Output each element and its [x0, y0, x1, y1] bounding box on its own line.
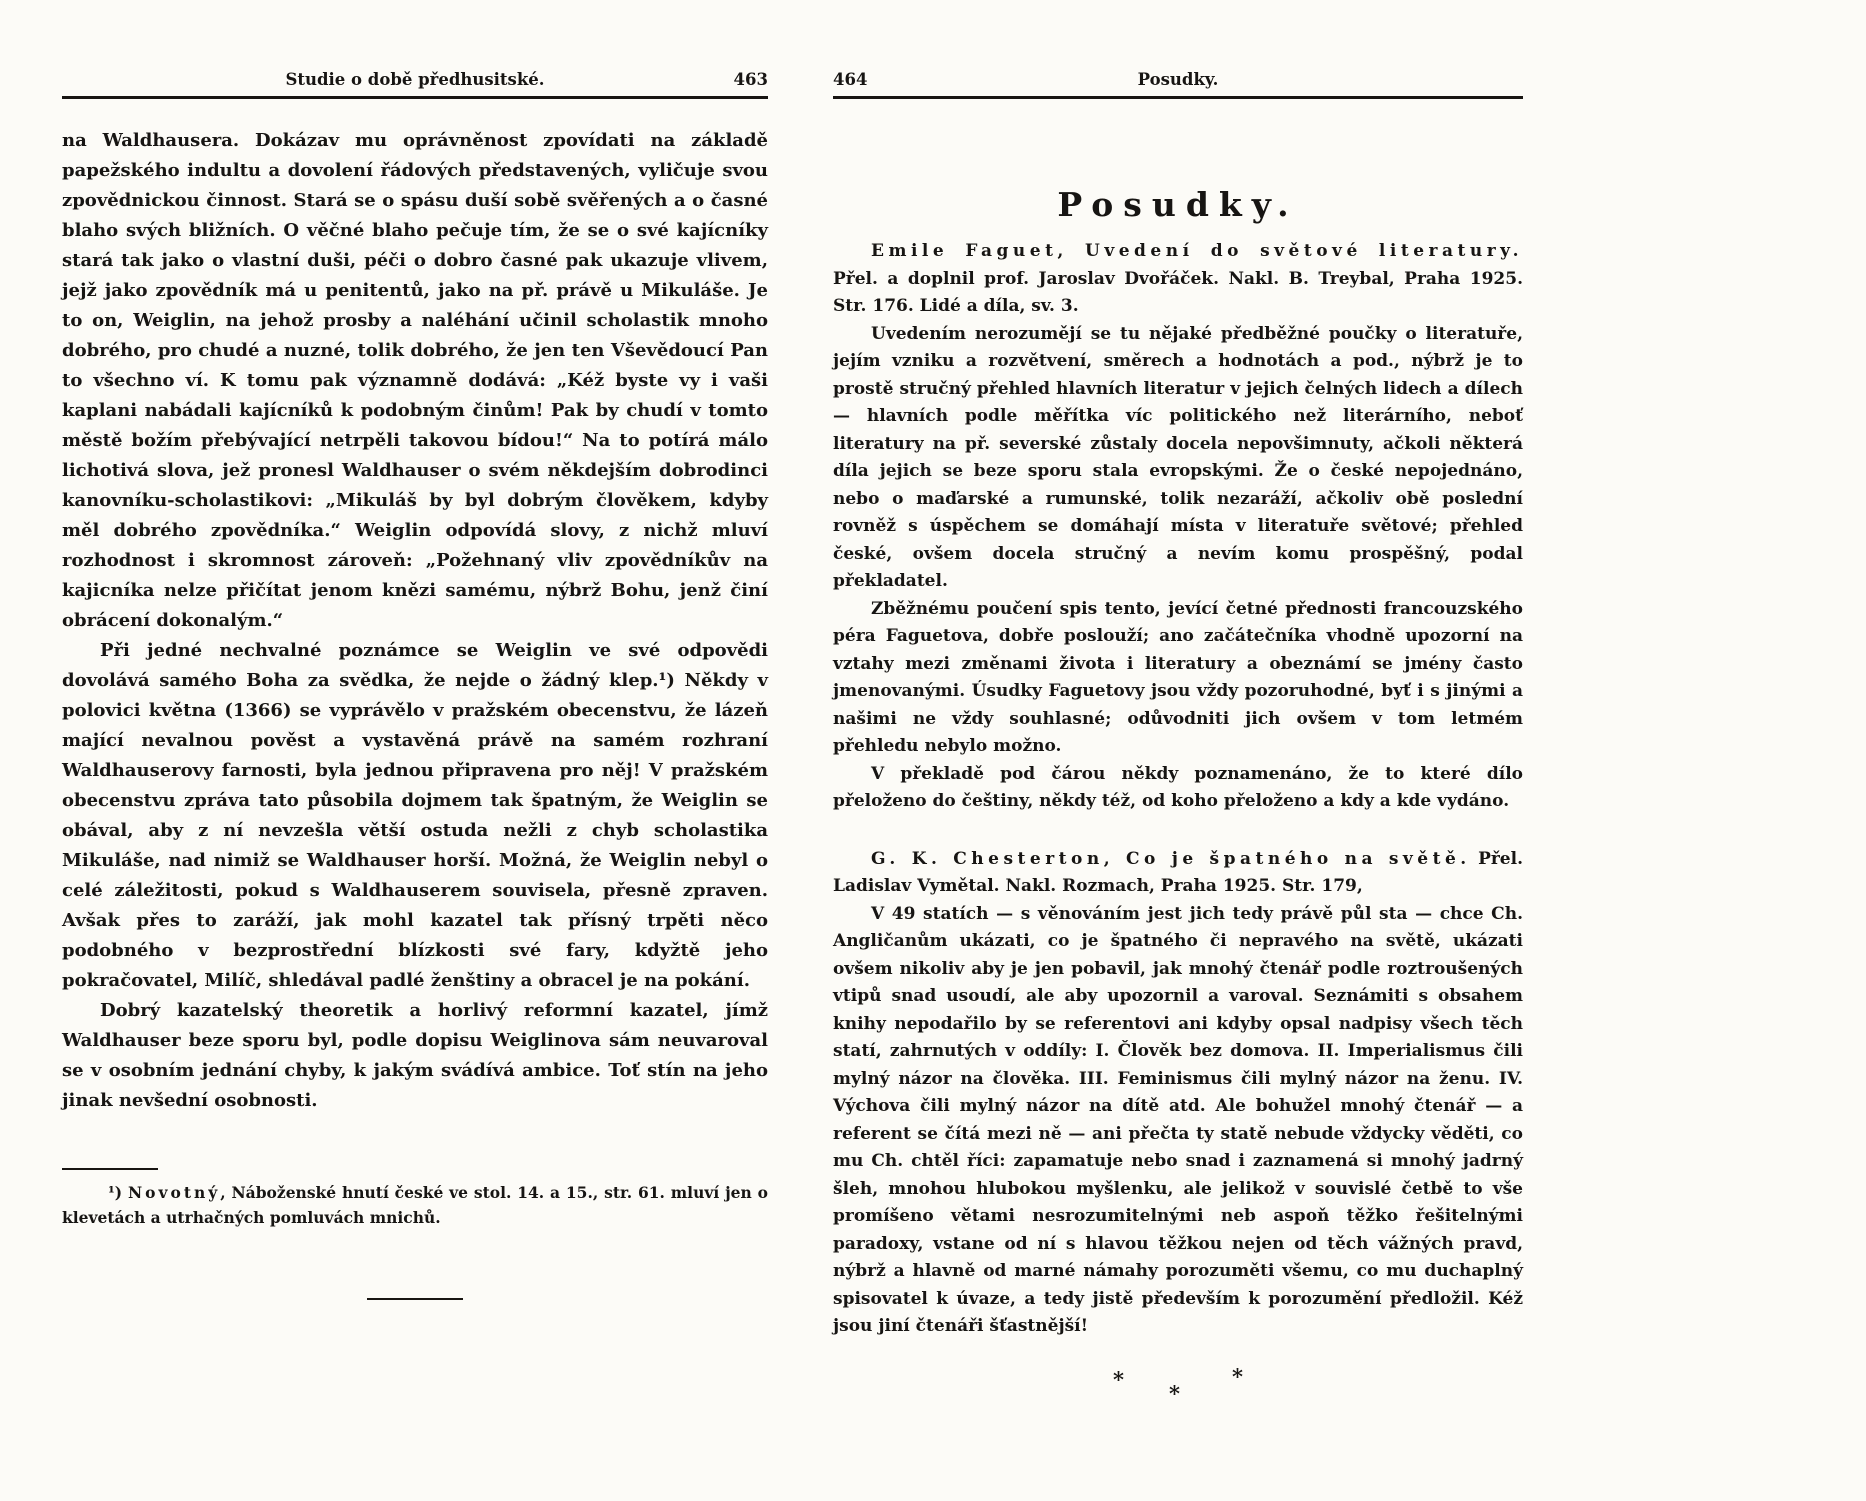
review-heading	[833, 846, 1523, 901]
review-imprint: Přel. a doplnil prof. Jaroslav Dvořáček. Nakl. B. Treybal, Praha 1925. Str. 176. Lidé a díla, sv. 3.	[833, 268, 1523, 316]
footnote	[62, 1180, 768, 1230]
review-item	[833, 238, 1523, 816]
footnote-author: Novotný	[127, 1183, 221, 1202]
header-rule	[833, 96, 1523, 99]
review-author-title: G. K. Chesterton, Co je špatného na světě.	[871, 848, 1471, 869]
review-imprint: Přel. Ladislav Vymětal. Nakl. Rozmach, Praha 1925. Str. 179,	[833, 848, 1523, 896]
asterisk: *	[1113, 1366, 1124, 1392]
asterisk: *	[1169, 1380, 1180, 1406]
running-header-left	[62, 70, 768, 89]
paragraph: Uvedením nerozumějí se tu nějaké předběžné poučky o literatuře, jejím vzniku a rozvětvení, směrech a hodnotách a pod., nýbrž je to prostě stručný přehled hlavních literatur v jejich čelných lidech a dílech — hlavních podle měřítka víc politického než literárního, neboť literatury na př. severské zůstaly docela nepovšimnuty, ačkoli některá díla jejich se beze sporu stala evropskými. Že o české nepojednáno, nebo o maďarské a rumunské, tolik nezaráží, ačkoliv obě poslední rovněž s úspěchem se domáhají místa v literatuře světové; přehled české, ovšem docela stručný a nevím komu prospěšný, podal překladatel.	[833, 323, 1523, 591]
paragraph: Dobrý kazatelský theoretik a horlivý reformní kazatel, jímž Waldhauser beze sporu byl, podle dopisu Weiglinova sám neuvaroval se v osobním jednání chyby, k jakým svádívá ambice. Toť stín na jeho jinak nevšední osobnosti.	[62, 1000, 768, 1111]
paragraph: Zběžnému poučení spis tento, jevící četné přednosti francouzského péra Faguetova, dobře poslouží; ano začátečníka vhodně upozorní na vztahy mezi změnami života i literatury a obeznámí se jmény často jmenovanými. Úsudky Faguetovy jsou vždy pozoruhodné, byť i s jinými a našimi ne vždy souhlasné; odůvodniti jich ovšem v tom letmém přehledu nebylo možno.	[833, 598, 1523, 756]
paragraph: V 49 statích — s věnováním jest jich tedy právě půl sta — chce Ch. Angličanům ukázati, co je špatného či nepravého na světě, ukázati ovšem nikoliv aby je jen pobavil, jak mnohý čtenář podle roztroušených vtipů snad usoudí, ale aby upozornil a varoval. Seznámiti s obsahem knihy nepodařilo by se referentovi ani kdyby opsal nadpisy všech těch statí, zahrnutých v oddíly: I. Člověk bez domova. II. Imperialismus čili mylný názor na člověka. III. Feminismus čili mylný názor na ženu. IV. Výchova čili mylný názor na dítě atd. Ale bohužel mnohý čtenář — a referent se čítá mezi ně — ani přečta ty statě nebude vždycky věděti, co mu Ch. chtěl říci: zapamatuje nebo snad i zaznamená si mnohý jadrný šleh, mnohou hlubokou myšlenku, ale jelikož v souvislé četbě to vše promíšeno větami nesrozumitelnými neb aspoň těžko řešitelnými paradoxy, vstane od ní s hlavou těžkou nejen od těch vážných pravd, nýbrž a hlavně od marné námahy porozuměti všemu, co mu duchaplný spisovatel k úvaze, a tedy jistě především k porozumění předložil. Kéž jsou jiní čtenáři šťastnější!	[833, 903, 1523, 1336]
paragraph: Při jedné nechvalné poznámce se Weiglin ve své odpovědi dovolává samého Boha za svědka, že nejde o žádný klep.¹) Někdy v polovici května (1366) se vyprávělo v pražském obecenstvu, že lázeň mající nevalnou pověst a vystavěná právě na samém rozhraní Waldhauserovy farnosti, byla jednou připravena pro něj! V pražském obecenstvu zpráva tato působila dojmem tak špatným, že Weiglin se obával, aby z ní nevzešla větší ostuda nežli z chyb scholastika Mikuláše, nad nimiž se Waldhauser horší. Možná, že Weiglin nebyl o celé záležitosti, pokud s Waldhauserem souvisela, přesně zpraven. Avšak přes to zaráží, jak mohl kazatel tak přísný trpěti něco podobného v bezprostřední blízkosti své fary, kdyžtě jeho pokračovatel, Milíč, shledával padlé ženštiny a obracel je na pokání.	[62, 640, 768, 991]
section-end-rule	[367, 1298, 463, 1300]
running-title: Posudky.	[1137, 70, 1219, 89]
review-author-title: Emile Faguet, Uvedení do světové literatury.	[871, 241, 1523, 261]
page-right	[833, 70, 1523, 1411]
paragraph: V překladě pod čárou někdy poznamenáno, že to které dílo přeloženo do češtiny, někdy též, od koho přeloženo a kdy a kde vydáno.	[833, 763, 1523, 811]
page-right-body	[833, 238, 1523, 1341]
asterisk-separator	[1113, 1363, 1243, 1411]
paragraph: na Waldhausera. Dokázav mu oprávněnost zpovídati na základě papežského indultu a dovolení řádových představených, vyličuje svou zpovědnickou činnost. Stará se o spásu duší sobě svěřených a o časné blaho svých bližních. O věčné blaho pečuje tím, že se o své kajícníky stará tak jako o vlastní duši, péči o dobro časné pak ukazuje vlivem, jejž jako zpovědník má u penitentů, jako na př. právě u Mikuláše. Je to on, Weiglin, na jehož prosby a naléhání učinil scholastik mnoho dobrého, pro chudé a nuzné, tolik dobrého, že jen ten Vševědoucí Pan to všechno ví. K tomu pak významně dodává: „Kéž byste vy i vaši kaplani nabádali kajícníků k podobným činům! Pak by chudí v tomto městě božím přebývající netrpěli takovou bídou!“ Na to potírá málo lichotivá slova, jež pronesl Waldhauser o svém někdejším dobrodinci kanovníku-scholastikovi: „Mikuláš by byl dobrým člověkem, kdyby měl dobrého zpovědníka.“ Weiglin odpovídá slovy, z nichž mluví rozhodnost i skromnost zároveň: „Požehnaný vliv zpovědníkův na kajicníka nelze přičítat jenom knězi samému, nýbrž Bohu, jenž činí obrácení dokonalým.“	[62, 130, 768, 631]
asterisk: *	[1232, 1363, 1243, 1389]
section-title: Posudky.	[1057, 185, 1299, 224]
review-heading	[833, 238, 1523, 321]
header-rule	[62, 96, 768, 99]
page-number: 463	[733, 70, 768, 89]
review-gap	[833, 816, 1523, 846]
review-item	[833, 846, 1523, 1341]
page-left-body	[62, 126, 768, 1116]
running-title: Studie o době předhusitské.	[285, 70, 545, 89]
page-number: 464	[833, 70, 868, 89]
footnote-rule	[62, 1168, 158, 1170]
running-header-right	[833, 70, 1523, 89]
footnote-marker: ¹)	[108, 1183, 128, 1202]
footnote-text: , Náboženské hnutí české ve stol. 14. a 15., str. 61. mluví jen o klevetách a utrhačných pomluvách mnichů.	[62, 1183, 768, 1227]
page-left	[62, 70, 768, 1300]
